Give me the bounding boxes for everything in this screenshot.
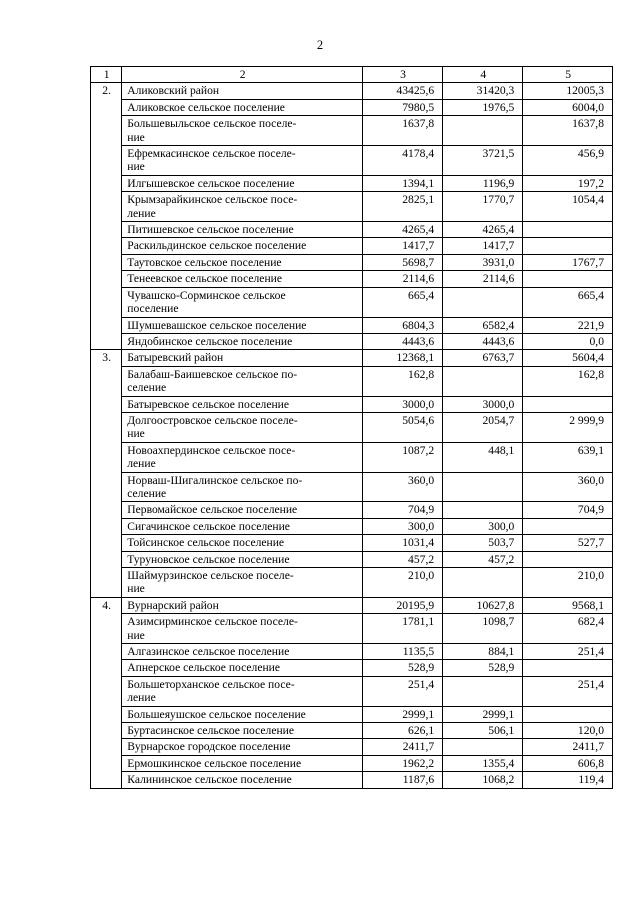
value-c4 [443, 739, 523, 755]
value-c5: 1767,7 [523, 254, 613, 270]
table-row [91, 238, 613, 254]
table-row [91, 614, 613, 644]
row-index [91, 755, 122, 771]
value-c5 [523, 706, 613, 722]
budget-table [90, 66, 613, 789]
value-c3: 3000,0 [362, 396, 442, 412]
value-c3: 43425,6 [362, 83, 442, 99]
table-row [91, 175, 613, 191]
table-row [91, 755, 613, 771]
value-c3: 1087,2 [362, 442, 442, 472]
row-index [91, 535, 122, 551]
value-c5: 1054,4 [523, 192, 613, 222]
value-c3: 704,9 [362, 502, 442, 518]
table-row [91, 442, 613, 472]
table-row [91, 99, 613, 115]
value-c3: 162,8 [362, 366, 442, 396]
settlement-name: Новоахпердинское сельское посе- ление [122, 442, 363, 472]
value-c3: 4265,4 [362, 222, 442, 238]
value-c3: 5698,7 [362, 254, 442, 270]
settlement-name: Таутовское сельское поселение [122, 254, 363, 270]
row-index [91, 706, 122, 722]
value-c4: 3931,0 [443, 254, 523, 270]
value-c3: 251,4 [362, 676, 442, 706]
table-row [91, 568, 613, 598]
settlement-name: Апнерское сельское поселение [122, 660, 363, 676]
value-c5: 360,0 [523, 472, 613, 502]
table-row [91, 254, 613, 270]
value-c3: 5054,6 [362, 412, 442, 442]
value-c5: 162,8 [523, 366, 613, 396]
settlement-name: Шумшевашское сельское поселение [122, 317, 363, 333]
settlement-name: Вурнарское городское поселение [122, 739, 363, 755]
value-c5: 197,2 [523, 175, 613, 191]
row-index [91, 222, 122, 238]
row-index [91, 317, 122, 333]
district-block [91, 350, 613, 598]
value-c3: 2114,6 [362, 271, 442, 287]
value-c3: 1031,4 [362, 535, 442, 551]
row-index [91, 287, 122, 317]
value-c3: 457,2 [362, 551, 442, 567]
row-index [91, 396, 122, 412]
table-row [91, 660, 613, 676]
value-c4: 1068,2 [443, 772, 523, 788]
value-c5 [523, 660, 613, 676]
value-c3: 528,9 [362, 660, 442, 676]
value-c3: 7980,5 [362, 99, 442, 115]
value-c3: 626,1 [362, 723, 442, 739]
table-row [91, 396, 613, 412]
value-c4: 503,7 [443, 535, 523, 551]
value-c4 [443, 676, 523, 706]
district-name: Батыревский район [122, 350, 363, 366]
settlement-name: Калининское сельское поселение [122, 772, 363, 788]
settlement-name: Раскильдинское сельское поселение [122, 238, 363, 254]
table-row [91, 287, 613, 317]
value-c5 [523, 396, 613, 412]
value-c4: 1098,7 [443, 614, 523, 644]
value-c4 [443, 116, 523, 146]
value-c5: 527,7 [523, 535, 613, 551]
value-c4: 1770,7 [443, 192, 523, 222]
table-row [91, 192, 613, 222]
value-c4: 1976,5 [443, 99, 523, 115]
row-index [91, 99, 122, 115]
value-c4: 300,0 [443, 518, 523, 534]
value-c5: 0,0 [523, 333, 613, 349]
value-c4: 10627,8 [443, 597, 523, 613]
row-index [91, 412, 122, 442]
value-c5: 1637,8 [523, 116, 613, 146]
row-index [91, 271, 122, 287]
value-c5: 6004,0 [523, 99, 613, 115]
table-row [91, 412, 613, 442]
value-c4: 506,1 [443, 723, 523, 739]
settlement-name: Туруновское сельское поселение [122, 551, 363, 567]
value-c3: 300,0 [362, 518, 442, 534]
value-c5: 606,8 [523, 755, 613, 771]
row-index [91, 723, 122, 739]
value-c3: 4443,6 [362, 333, 442, 349]
row-index [91, 660, 122, 676]
table-row [91, 317, 613, 333]
table-row [91, 333, 613, 349]
settlement-name: Питишевское сельское поселение [122, 222, 363, 238]
value-c5: 704,9 [523, 502, 613, 518]
value-c4: 31420,3 [443, 83, 523, 99]
value-c4: 457,2 [443, 551, 523, 567]
value-c4: 4443,6 [443, 333, 523, 349]
table-row [91, 502, 613, 518]
settlement-name: Крымзарайкинское сельское посе- ление [122, 192, 363, 222]
settlement-name: Батыревское сельское поселение [122, 396, 363, 412]
value-c5: 251,4 [523, 644, 613, 660]
value-c4 [443, 472, 523, 502]
row-index: 4. [91, 597, 122, 613]
value-c5: 9568,1 [523, 597, 613, 613]
value-c3: 1394,1 [362, 175, 442, 191]
table-row [91, 518, 613, 534]
settlement-name: Норваш-Шигалинское сельское по- селение [122, 472, 363, 502]
table-row [91, 222, 613, 238]
value-c4: 2054,7 [443, 412, 523, 442]
row-index [91, 442, 122, 472]
settlement-name: Ефремкасинское сельское поселе- ние [122, 146, 363, 176]
settlement-name: Большеяушское сельское поселение [122, 706, 363, 722]
value-c5 [523, 518, 613, 534]
table-row [91, 535, 613, 551]
row-index [91, 472, 122, 502]
settlement-name: Тойсинское сельское поселение [122, 535, 363, 551]
header-col-2: 2 [122, 67, 363, 83]
row-index [91, 146, 122, 176]
value-c3: 2411,7 [362, 739, 442, 755]
row-index [91, 772, 122, 788]
settlement-name: Долгоостровское сельское поселе- ние [122, 412, 363, 442]
row-index [91, 366, 122, 396]
table-row [91, 739, 613, 755]
settlement-name: Тенеевское сельское поселение [122, 271, 363, 287]
table-row [91, 146, 613, 176]
value-c5: 665,4 [523, 287, 613, 317]
value-c5: 210,0 [523, 568, 613, 598]
value-c3: 210,0 [362, 568, 442, 598]
row-index [91, 551, 122, 567]
value-c5 [523, 238, 613, 254]
value-c5: 5604,4 [523, 350, 613, 366]
value-c4: 884,1 [443, 644, 523, 660]
settlement-name: Ермошкинское сельское поселение [122, 755, 363, 771]
district-name: Вурнарский район [122, 597, 363, 613]
value-c5: 456,9 [523, 146, 613, 176]
settlement-name: Азимсирминское сельское поселе- ние [122, 614, 363, 644]
table-row [91, 772, 613, 788]
value-c4: 6763,7 [443, 350, 523, 366]
table-row [91, 472, 613, 502]
header-col-5: 5 [523, 67, 613, 83]
table-row [91, 551, 613, 567]
value-c5 [523, 271, 613, 287]
value-c3: 1135,5 [362, 644, 442, 660]
value-c3: 1781,1 [362, 614, 442, 644]
row-index [91, 254, 122, 270]
table-row [91, 706, 613, 722]
settlement-name: Чувашско-Сорминское сельское поселение [122, 287, 363, 317]
value-c3: 360,0 [362, 472, 442, 502]
header-col-4: 4 [443, 67, 523, 83]
row-index [91, 116, 122, 146]
value-c3: 20195,9 [362, 597, 442, 613]
page-number: 2 [316, 38, 324, 52]
row-index: 2. [91, 83, 122, 99]
table-row [91, 116, 613, 146]
value-c5: 119,4 [523, 772, 613, 788]
settlement-name: Большевыльское сельское поселе- ние [122, 116, 363, 146]
row-index [91, 192, 122, 222]
value-c5: 2411,7 [523, 739, 613, 755]
settlement-name: Балабаш-Баишевское сельское по- селение [122, 366, 363, 396]
settlement-name: Яндобинское сельское поселение [122, 333, 363, 349]
table-row [91, 350, 613, 366]
value-c4: 1355,4 [443, 755, 523, 771]
value-c4: 3721,5 [443, 146, 523, 176]
value-c5: 682,4 [523, 614, 613, 644]
value-c3: 12368,1 [362, 350, 442, 366]
row-index: 3. [91, 350, 122, 366]
district-block [91, 83, 613, 350]
value-c3: 2999,1 [362, 706, 442, 722]
row-index [91, 518, 122, 534]
table-row [91, 271, 613, 287]
row-index [91, 333, 122, 349]
value-c4: 528,9 [443, 660, 523, 676]
row-index [91, 676, 122, 706]
value-c4: 4265,4 [443, 222, 523, 238]
district-name: Аликовский район [122, 83, 363, 99]
value-c5 [523, 551, 613, 567]
value-c4: 2114,6 [443, 271, 523, 287]
value-c5: 12005,3 [523, 83, 613, 99]
value-c5: 639,1 [523, 442, 613, 472]
value-c5: 251,4 [523, 676, 613, 706]
value-c5 [523, 222, 613, 238]
row-index [91, 614, 122, 644]
table-header [91, 67, 613, 83]
value-c3: 4178,4 [362, 146, 442, 176]
table-row [91, 597, 613, 613]
value-c3: 1417,7 [362, 238, 442, 254]
settlement-name: Сигачинское сельское поселение [122, 518, 363, 534]
value-c4: 2999,1 [443, 706, 523, 722]
value-c4: 1417,7 [443, 238, 523, 254]
value-c5: 221,9 [523, 317, 613, 333]
value-c4: 3000,0 [443, 396, 523, 412]
value-c3: 1187,6 [362, 772, 442, 788]
table-row [91, 83, 613, 99]
header-col-3: 3 [362, 67, 442, 83]
value-c4 [443, 287, 523, 317]
value-c5: 120,0 [523, 723, 613, 739]
row-index [91, 238, 122, 254]
value-c4 [443, 366, 523, 396]
district-block [91, 597, 613, 788]
value-c3: 1637,8 [362, 116, 442, 146]
value-c5: 2 999,9 [523, 412, 613, 442]
table-row [91, 366, 613, 396]
value-c4: 6582,4 [443, 317, 523, 333]
value-c3: 6804,3 [362, 317, 442, 333]
table-row [91, 676, 613, 706]
table-row [91, 644, 613, 660]
settlement-name: Шаймурзинское сельское поселе- ние [122, 568, 363, 598]
header-row [91, 67, 613, 83]
value-c4 [443, 568, 523, 598]
settlement-name: Аликовское сельское поселение [122, 99, 363, 115]
row-index [91, 568, 122, 598]
settlement-name: Алгазинское сельское поселение [122, 644, 363, 660]
value-c3: 2825,1 [362, 192, 442, 222]
settlement-name: Буртасинское сельское поселение [122, 723, 363, 739]
row-index [91, 739, 122, 755]
settlement-name: Илгышевское сельское поселение [122, 175, 363, 191]
value-c3: 1962,2 [362, 755, 442, 771]
row-index [91, 175, 122, 191]
settlement-name: Первомайское сельское поселение [122, 502, 363, 518]
value-c3: 665,4 [362, 287, 442, 317]
value-c4 [443, 502, 523, 518]
value-c4: 448,1 [443, 442, 523, 472]
header-col-1: 1 [91, 67, 122, 83]
settlement-name: Большеторханское сельское посе- ление [122, 676, 363, 706]
value-c4: 1196,9 [443, 175, 523, 191]
row-index [91, 502, 122, 518]
row-index [91, 644, 122, 660]
table-row [91, 723, 613, 739]
